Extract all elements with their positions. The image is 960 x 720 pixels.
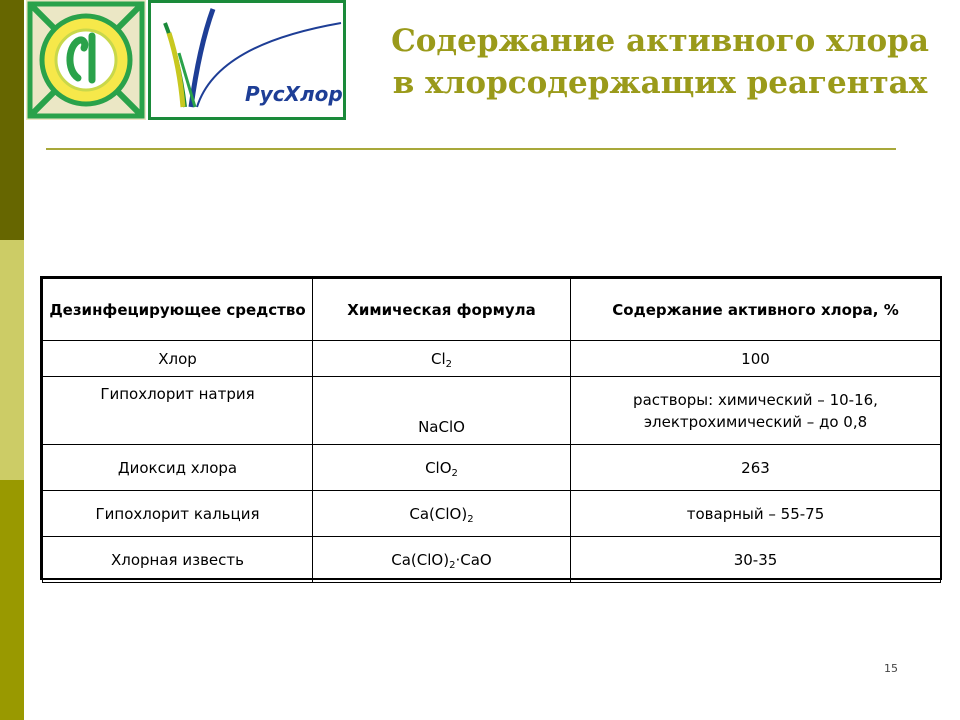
cell-formula [313, 445, 571, 491]
accent-bar-top-segment [0, 0, 24, 240]
accent-bar-middle-segment [0, 240, 24, 480]
cell-content: 100 [571, 341, 941, 377]
slide-title [370, 20, 950, 104]
cell-formula [313, 377, 571, 445]
accent-bar-bottom-segment [0, 480, 24, 720]
brand-panel [148, 0, 346, 120]
table-row [43, 445, 941, 491]
cell-agent: Гипохлорит натрия [43, 377, 313, 445]
formula-text: ClO [425, 458, 452, 477]
formula-subscript: 2 [467, 513, 474, 525]
table-header-row [43, 279, 941, 341]
title-line-2: в хлорсодержащих реагентах [392, 65, 928, 101]
cell-content: товарный – 55-75 [571, 491, 941, 537]
ruschlor-logo [26, 0, 346, 120]
title-divider [46, 148, 896, 150]
table-row [43, 341, 941, 377]
brand-name: РусХлор [245, 82, 343, 106]
cell-agent: Хлор [43, 341, 313, 377]
formula-subscript: 2 [449, 559, 456, 571]
cell-content: 30-35 [571, 537, 941, 583]
page-number: 15 [884, 662, 898, 675]
formula-tail: ·CaO [455, 550, 492, 569]
formula-text: Cl [430, 349, 446, 368]
table-row [43, 537, 941, 583]
left-accent-bar [0, 0, 24, 720]
table-row [43, 491, 941, 537]
cell-formula [313, 341, 571, 377]
header-formula: Химическая формула [313, 279, 571, 341]
formula-subscript: 2 [451, 467, 458, 479]
formula-text: Ca(ClO) [391, 550, 450, 569]
formula-subscript: 2 [445, 358, 453, 370]
cell-formula [313, 491, 571, 537]
cell-formula [313, 537, 571, 583]
cell-agent: Диоксид хлора [43, 445, 313, 491]
formula-text: NaClO [418, 418, 465, 436]
header-content: Содержание активного хлора, % [571, 279, 941, 341]
cell-content: 263 [571, 445, 941, 491]
header-agent: Дезинфецирующее средство [43, 279, 313, 341]
cell-content: растворы: химический – 10-16, электрохимический – до 0,8 [571, 377, 941, 445]
title-line-1: Содержание активного хлора [391, 23, 929, 59]
table-row [43, 377, 941, 445]
cell-agent: Гипохлорит кальция [43, 491, 313, 537]
chlorine-emblem-icon [26, 0, 146, 120]
cell-agent: Хлорная известь [43, 537, 313, 583]
formula-text: Ca(ClO) [409, 504, 468, 523]
active-chlorine-table [40, 276, 942, 580]
